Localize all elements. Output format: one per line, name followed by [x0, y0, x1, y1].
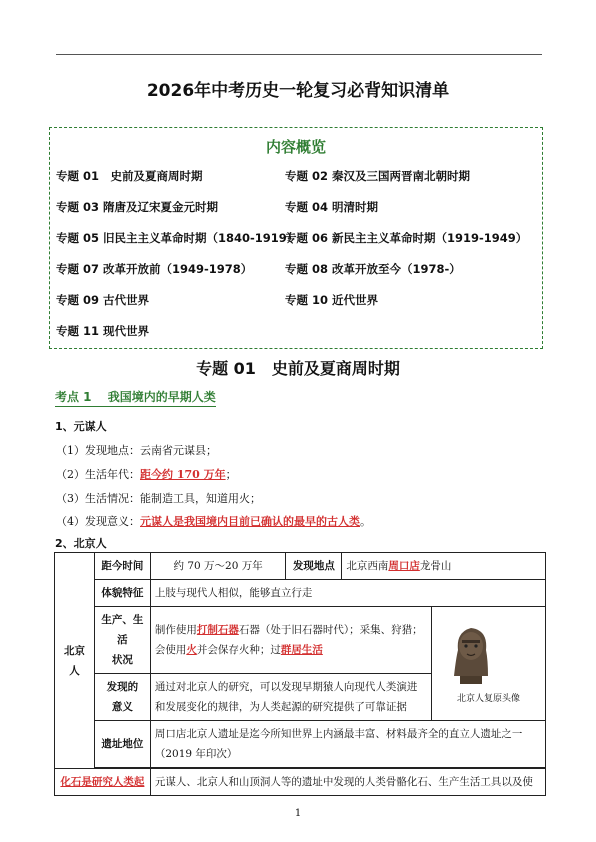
- meaning-label: 发现的 意义: [94, 674, 150, 721]
- overview-item[interactable]: 专题 03 隋唐及辽宋夏金元时期: [56, 200, 219, 214]
- place-label: 发现地点: [286, 553, 342, 580]
- life-label: 生产、生活 状况: [94, 607, 150, 674]
- overview-item[interactable]: 专题 06 新民主主义革命时期（1919-1949）: [285, 231, 528, 245]
- beijing-name-cell: 北京人: [55, 553, 95, 769]
- beijing-table: [54, 552, 546, 796]
- document-title: 2026年中考历史一轮复习必背知识清单: [146, 81, 450, 101]
- overview-item[interactable]: 专题 07 改革开放前（1949-1978）: [56, 262, 253, 276]
- beijing-heading: 2、北京人: [55, 537, 107, 550]
- yuanmou-line-2: （2）生活年代：距今约 170 万年；: [56, 468, 237, 481]
- fossil-label: 化石是研究人类起: [55, 769, 151, 796]
- peking-man-bust-image: [436, 622, 506, 686]
- yuanmou-heading: 1、元谋人: [55, 420, 107, 433]
- overview-item[interactable]: 专题 11 现代世界: [56, 324, 150, 338]
- place-value: 北京西南周口店龙骨山: [342, 553, 546, 580]
- overview-item[interactable]: 专题 02 秦汉及三国两晋南北朝时期: [285, 169, 471, 183]
- fossil-value: 元谋人、北京人和山顶洞人等的遗址中发现的人类骨骼化石、生产生活工具以及使: [150, 769, 545, 796]
- bust-caption: 北京人复原头像: [457, 693, 521, 704]
- site-value: 周口店北京人遗址是迄今所知世界上内涵最丰富、材料最齐全的直立人遗址之一 （2019 年印次）: [150, 721, 545, 768]
- overview-item[interactable]: 专题 05 旧民主主义革命时期（1840-1919）: [56, 231, 299, 245]
- overview-item[interactable]: 专题 09 古代世界: [56, 293, 150, 307]
- overview-title: 内容概览: [265, 138, 326, 156]
- kaodian-heading: 考点 1 我国境内的早期人类: [55, 388, 216, 407]
- body-label: 体貌特征: [94, 580, 150, 607]
- yuanmou-line-4: （4）发现意义：元谋人是我国境内目前已确认的最早的古人类。: [56, 515, 371, 528]
- site-label: 遗址地位: [94, 721, 150, 768]
- overview-item[interactable]: 专题 01 史前及夏商周时期: [56, 169, 203, 183]
- time-value: 约 70 万～20 万年: [150, 553, 286, 580]
- overview-item[interactable]: 专题 04 明清时期: [285, 200, 379, 214]
- top-rule: [56, 54, 542, 55]
- meaning-value: 通过对北京人的研究，可以发现早期猿人向现代人类演进和发展变化的规律，为人类起源的研究提供了可靠证据: [150, 674, 431, 721]
- body-value: 上肢与现代人相似，能够直立行走: [150, 580, 545, 607]
- overview-item[interactable]: 专题 08 改革开放至今（1978-）: [285, 262, 461, 276]
- overview-item[interactable]: 专题 10 近代世界: [285, 293, 379, 307]
- life-value: 制作使用打制石器石器（处于旧石器时代）；采集、狩猎； 会使用火并会保存火种；过群居生活: [150, 607, 431, 674]
- yuanmou-line-1: （1）发现地点：云南省元谋县；: [56, 444, 217, 457]
- bust-cell: [432, 607, 546, 721]
- time-label: 距今时间: [94, 553, 150, 580]
- overview-box: [49, 127, 543, 349]
- page-number: 1: [294, 808, 302, 819]
- yuanmou-line-3: （3）生活情况：能制造工具，知道用火；: [56, 492, 261, 505]
- section-title: 专题 01 史前及夏商周时期: [196, 359, 400, 378]
